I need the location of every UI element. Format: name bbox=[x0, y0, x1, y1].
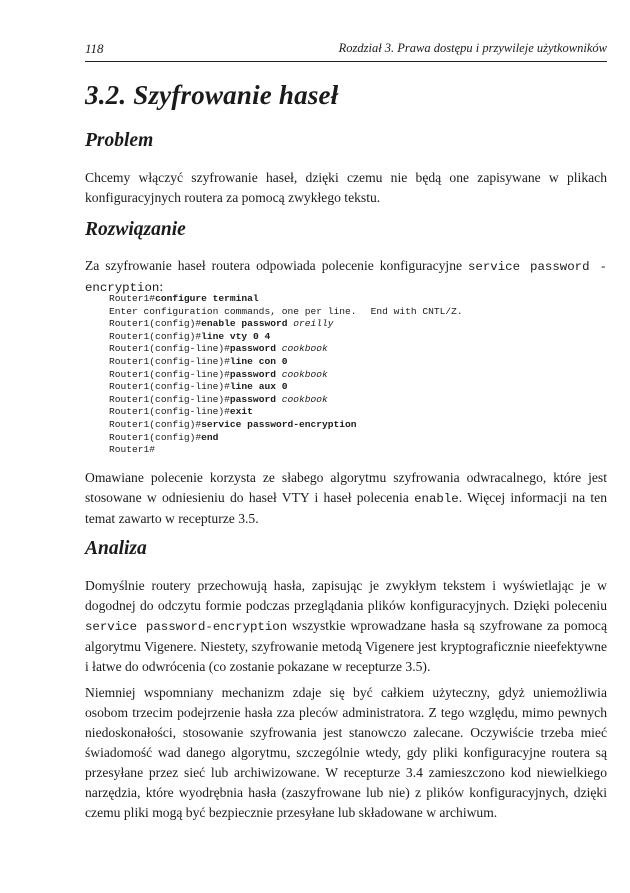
code-prompt: Router1(config)# bbox=[109, 431, 202, 443]
code-line bbox=[109, 432, 579, 445]
analysis-p1-end: wszystkie wprowadzane hasła są szyfrowane za pomocą algorytmu Vigenere. Niestety, szyfrowanie metodą Vigenere jest kryptograficznie nieefektywne i łatwe do odwrócenia (co zostanie pokazane w recepturze 3.5). bbox=[85, 618, 608, 674]
analysis-heading: Analiza bbox=[85, 538, 147, 559]
followup-text: Omawiane polecenie korzysta ze słabego algorytmu szyfrowania odwracalnego, które jest stosowane w odniesieniu do haseł VTY i haseł polecenia bbox=[85, 470, 607, 505]
code-argument: cookbook bbox=[281, 343, 328, 355]
page-header bbox=[85, 41, 607, 59]
problem-paragraph: Chcemy włączyć szyfrowanie haseł, dzięki czemu nie będą one zapisywane w plikach konfiguracyjnych routera za pomocą zwykłego tekstu. bbox=[85, 170, 607, 205]
code-command: password bbox=[229, 393, 282, 405]
code-prompt: Router1(config-line)# bbox=[109, 368, 230, 380]
code-line bbox=[109, 381, 579, 394]
section-title: 3.2. Szyfrowanie haseł bbox=[85, 80, 339, 110]
code-prompt: Router1(config)# bbox=[109, 318, 202, 330]
code-prompt: Enter configuration commands, one per line. bbox=[109, 305, 357, 317]
code-note: End with CNTL/Z. bbox=[370, 305, 463, 317]
inline-code: service password -encryption bbox=[85, 260, 607, 295]
code-prompt: Router1(config)# bbox=[109, 418, 202, 430]
code-listing bbox=[109, 293, 579, 457]
code-command: service password-encryption bbox=[201, 418, 357, 430]
code-prompt: Router1(config-line)# bbox=[109, 355, 230, 367]
code-command: exit bbox=[229, 406, 253, 418]
page-number: 118 bbox=[85, 41, 104, 56]
code-line bbox=[109, 306, 579, 319]
code-command: line vty 0 4 bbox=[201, 330, 271, 342]
solution-followup bbox=[85, 468, 607, 529]
analysis-paragraph-1 bbox=[85, 576, 607, 677]
code-prompt: Router1(config-line)# bbox=[109, 393, 230, 405]
code-command: end bbox=[201, 431, 219, 443]
code-line bbox=[109, 394, 579, 407]
inline-code: service password-encryption bbox=[85, 620, 288, 634]
code-command: line aux 0 bbox=[229, 381, 288, 393]
code-command: line con 0 bbox=[229, 355, 288, 367]
solution-intro-end: : bbox=[159, 279, 164, 294]
problem-heading: Problem bbox=[85, 130, 154, 151]
solution-intro bbox=[85, 256, 607, 298]
header-rule bbox=[85, 61, 607, 62]
code-prompt: Router1# bbox=[109, 293, 156, 304]
code-line bbox=[109, 419, 579, 432]
solution-heading: Rozwiązanie bbox=[85, 219, 186, 240]
code-command: enable password bbox=[201, 318, 294, 330]
code-prompt: Router1(config)# bbox=[109, 330, 202, 342]
code-line bbox=[109, 331, 579, 344]
analysis-paragraph-2: Niemniej wspomniany mechanizm zdaje się być całkiem użyteczny, gdyż uniemożliwia osobom trzecim podejrzenie hasła zza pleców administratora. Z tego względu, mimo pewnych niedoskonałości, stosowanie szyfrowania jest stanowczo zalecane. Oczywiście trzeba mieć świadomość wad danego algorytmu, szczególnie wtedy, gdy pliki konfiguracyjne routera są przesyłane przez sieć lub archiwizowane. W recepturze 3.4 zamieszczono kod niewielkiego narzędzia, które wyodrębnia hasła (zaszyfrowane lub nie) z plików konfiguracyjnych, dzięki czemu pliki mogą być bezpiecznie przesyłane lub składowane w archiwum. bbox=[85, 685, 607, 820]
code-line bbox=[109, 406, 579, 419]
code-prompt: Router1# bbox=[109, 444, 156, 456]
code-line bbox=[109, 343, 579, 356]
code-command: password bbox=[229, 368, 282, 380]
code-prompt: Router1(config-line)# bbox=[109, 381, 230, 393]
code-argument: cookbook bbox=[281, 393, 328, 405]
analysis-p1-text: Domyślnie routery przechowują hasła, zapisując je zwykłym tekstem i wyświetlając je w dogodnej do odczytu formie podczas przeglądania plików konfiguracyjnych. Dzięki poleceniu bbox=[85, 578, 607, 613]
inline-code: enable bbox=[414, 492, 459, 506]
code-command: password bbox=[229, 343, 282, 355]
running-head: Rozdział 3. Prawa dostępu i przywileje użytkowników bbox=[338, 41, 607, 55]
code-argument: oreilly bbox=[293, 318, 334, 330]
code-line bbox=[109, 356, 579, 369]
code-prompt: Router1(config-line)# bbox=[109, 343, 230, 355]
code-line bbox=[109, 318, 579, 331]
followup-end: . Więcej informacji na ten temat zawarto w recepturze 3.5. bbox=[85, 490, 607, 526]
code-prompt: Router1(config-line)# bbox=[109, 406, 230, 418]
code-argument: cookbook bbox=[281, 368, 328, 380]
solution-intro-text: Za szyfrowanie haseł routera odpowiada polecenie konfiguracyjne bbox=[85, 258, 468, 273]
book-page bbox=[85, 0, 607, 893]
code-line bbox=[109, 369, 579, 382]
code-line bbox=[109, 444, 579, 457]
code-command: configure terminal bbox=[155, 293, 259, 304]
code-line bbox=[109, 293, 579, 306]
